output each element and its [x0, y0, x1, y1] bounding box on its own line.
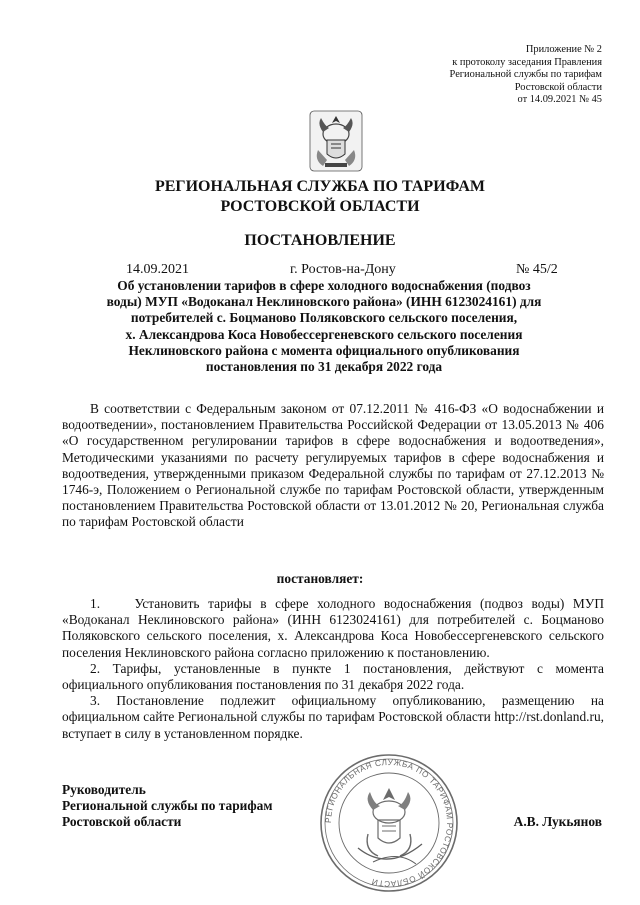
- agency-name-line: РЕГИОНАЛЬНАЯ СЛУЖБА ПО ТАРИФАМ: [154, 178, 486, 195]
- title-line: х. Александрова Коса Новобессергеневского сельского поселения: [125, 326, 523, 342]
- resolution-item: 2. Тарифы, установленные в пункте 1 постановления, действуют с момента официального опубликования постановления по 31 декабря 2022 года.: [62, 660, 604, 693]
- appendix-line: к протоколу заседания Правления: [452, 56, 602, 68]
- signer-name: А.В. Лукьянов: [513, 814, 602, 829]
- signer-title-line: Ростовской области: [62, 814, 182, 829]
- resolution-item: 1. Установить тарифы в сфере холодного водоснабжения (подвоз воды) МУП «Водоканал Неклиновского района» (ИНН 6123024161) для потребителей с. Боцманово Поляковского сельского поселения, х. Александрова Коса Новобессергеневского сельского поселения Неклиновского района согласно приложению к постановлению.: [62, 596, 604, 660]
- title-line: постановления по 31 декабря 2022 года: [205, 359, 443, 375]
- document-title: [60, 278, 588, 375]
- document-date: 14.09.2021: [126, 262, 189, 277]
- appendix-line: Региональной службы по тарифам: [449, 69, 602, 81]
- agency-name-line: РОСТОВСКОЙ ОБЛАСТИ: [220, 198, 420, 215]
- preamble-paragraph: В соответствии с Федеральным законом от 07.12.2011 № 416-ФЗ «О водоснабжении и водоотведении», постановлением Правительства Российской Федерации от 13.05.2013 № 406 «О государственном регулировании тарифов в сфере водоснабжения и водоотведения», Методическими указаниями по расчету регулируемых тарифов в сфере водоснабжения и водоотведения, утвержденными приказом Федеральной службы по тарифам от 27.12.2013 № 1746-э, Положением о Региональной службе по тарифам Ростовской области, утвержденным постановлением Правительства Ростовской области от 13.01.2012 № 20, Региональная служба по тарифам Ростовской области: [62, 401, 604, 530]
- resolution-item: 3. Постановление подлежит официальному опубликованию, размещению на официальном сайте Региональной службы по тарифам Ростовской области http://rst.donland.ru, вступает в силу в установленном порядке.: [62, 693, 604, 741]
- resolves-heading: постановляет:: [276, 571, 364, 586]
- seal-text: РЕГИОНАЛЬНАЯ СЛУЖБА ПО ТАРИФАМ РОСТОВСКОЙ ОБЛАСТИ: [323, 757, 455, 889]
- appendix-line: Приложение № 2: [525, 44, 602, 55]
- document-number: № 45/2: [516, 262, 558, 277]
- appendix-line: от 14.09.2021 № 45: [517, 94, 602, 106]
- document-type: ПОСТАНОВЛЕНИЕ: [244, 232, 396, 249]
- title-line: Об установлении тарифов в сфере холодного водоснабжения (подвоз: [117, 278, 531, 293]
- resolution-items: [62, 596, 604, 742]
- document-place: г. Ростов-на-Дону: [290, 262, 396, 277]
- official-seal-icon: [318, 752, 460, 894]
- coat-of-arms-icon: [309, 110, 363, 172]
- appendix-note: [450, 44, 602, 107]
- signer-title-line: Региональной службы по тарифам: [62, 798, 273, 813]
- title-line: воды) МУП «Водоканал Неклиновского района» (ИНН 6123024161) для: [106, 294, 542, 310]
- appendix-line: Ростовской области: [514, 81, 602, 93]
- signer-title-line: Руководитель: [62, 782, 146, 797]
- title-line: потребителей с. Боцманово Поляковского сельского поселения,: [130, 310, 518, 326]
- title-line: Неклиновского района с момента официального опубликования: [128, 342, 520, 358]
- signer-title: [62, 782, 272, 830]
- agency-name: [0, 177, 640, 217]
